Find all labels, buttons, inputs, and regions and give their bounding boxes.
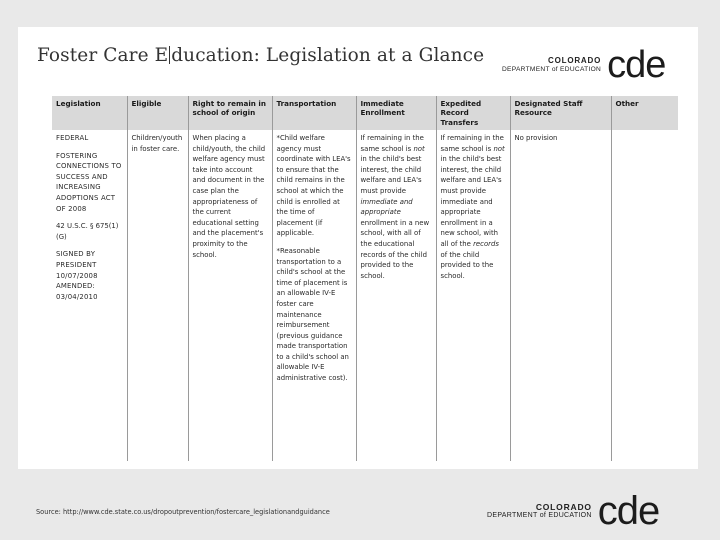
cell-right-to-remain: When placing a child/youth, the child welfare agency must take into account and document in the case plan the appropriateness of the current educational setting and the placement's proximity to the school. xyxy=(188,130,272,461)
spacer xyxy=(56,214,123,221)
cell-immediate-enrollment xyxy=(356,130,436,461)
text-emphasis: not xyxy=(413,144,425,153)
column-header: Right to remain in school of origin xyxy=(188,96,272,130)
cde-logo-mark: cde xyxy=(597,489,660,533)
logo-text xyxy=(502,56,601,74)
text-emphasis: records xyxy=(473,239,499,248)
column-header: Legislation xyxy=(52,96,127,130)
table-row xyxy=(52,130,678,461)
spacer xyxy=(56,144,123,151)
logo-state: COLORADO xyxy=(535,501,592,512)
text-emphasis: not xyxy=(493,144,505,153)
page-title-part1: Foster Care E xyxy=(37,45,169,66)
column-header: Transportation xyxy=(272,96,356,130)
cell-other xyxy=(611,130,678,461)
column-header: Immediate Enrollment xyxy=(356,96,436,130)
cde-logo-top xyxy=(502,46,665,84)
cell-transportation xyxy=(272,130,356,461)
page-title-part2: ducation: Legislation at a Glance xyxy=(171,45,485,66)
legislation-citation: 42 U.S.C. § 675(1)(G) xyxy=(56,222,119,241)
text-emphasis: immediate and appropriate xyxy=(360,197,413,217)
logo-department: DEPARTMENT of EDUCATION xyxy=(502,65,602,73)
text-fragment: If remaining in the same school is xyxy=(360,134,424,153)
legislation-signed: SIGNED BY PRESIDENT 10/07/2008 xyxy=(56,250,98,280)
spacer xyxy=(277,239,352,246)
page-title xyxy=(37,45,484,66)
text-fragment: in the child's best interest, the child welfare and LEA's must provide xyxy=(360,155,422,195)
legislation-name: FOSTERING CONNECTIONS TO SUCCESS AND INCREASING ADOPTIONS ACT OF 2008 xyxy=(56,151,122,213)
cde-logo-bottom xyxy=(487,491,659,531)
logo-text xyxy=(487,502,592,521)
cde-logo-mark: cde xyxy=(607,44,666,86)
column-header: Expedited Record Transfers xyxy=(436,96,510,130)
column-header: Designated Staff Resource xyxy=(510,96,611,130)
cell-expedited-records xyxy=(436,130,510,461)
source-note: Source: http://www.cde.state.co.us/dropoutprevention/fostercare_legislationandguidance xyxy=(36,508,330,516)
logo-department: DEPARTMENT of EDUCATION xyxy=(487,511,592,519)
logo-state: COLORADO xyxy=(548,56,602,66)
transportation-part2: *Reasonable transportation to a child's school at the time of placement is an allowable IV-E foster care maintenance reimbursement (previous guidance made transportation to a child's school an allowable IV-E administrative cost). xyxy=(276,246,349,383)
text-fragment: in the child's best interest, the child welfare and LEA's must provide immediate and appropriate enrollment in a new school, with all of the xyxy=(440,155,502,248)
transportation-part1: *Child welfare agency must coordinate with LEA's to ensure that the child remains in the school at which the child is enrolled at the time of placement (if applicable. xyxy=(276,134,351,238)
legislation-type: FEDERAL xyxy=(56,134,89,142)
table-header-row xyxy=(52,96,678,130)
text-fragment: enrollment in a new school, with all of the educational records of the child provided to the school. xyxy=(360,218,430,280)
legislation-amended: AMENDED: 03/04/2010 xyxy=(56,282,98,301)
text-fragment: If remaining in the same school is xyxy=(440,134,504,153)
cell-designated-staff: No provision xyxy=(510,130,611,461)
spacer xyxy=(56,242,123,249)
legislation-table xyxy=(52,96,678,461)
column-header: Other xyxy=(611,96,678,130)
column-header: Eligible xyxy=(127,96,188,130)
cell-eligible: Children/youth in foster care. xyxy=(127,130,188,461)
text-fragment: of the child provided to the school. xyxy=(440,250,494,280)
cell-legislation xyxy=(52,130,127,461)
